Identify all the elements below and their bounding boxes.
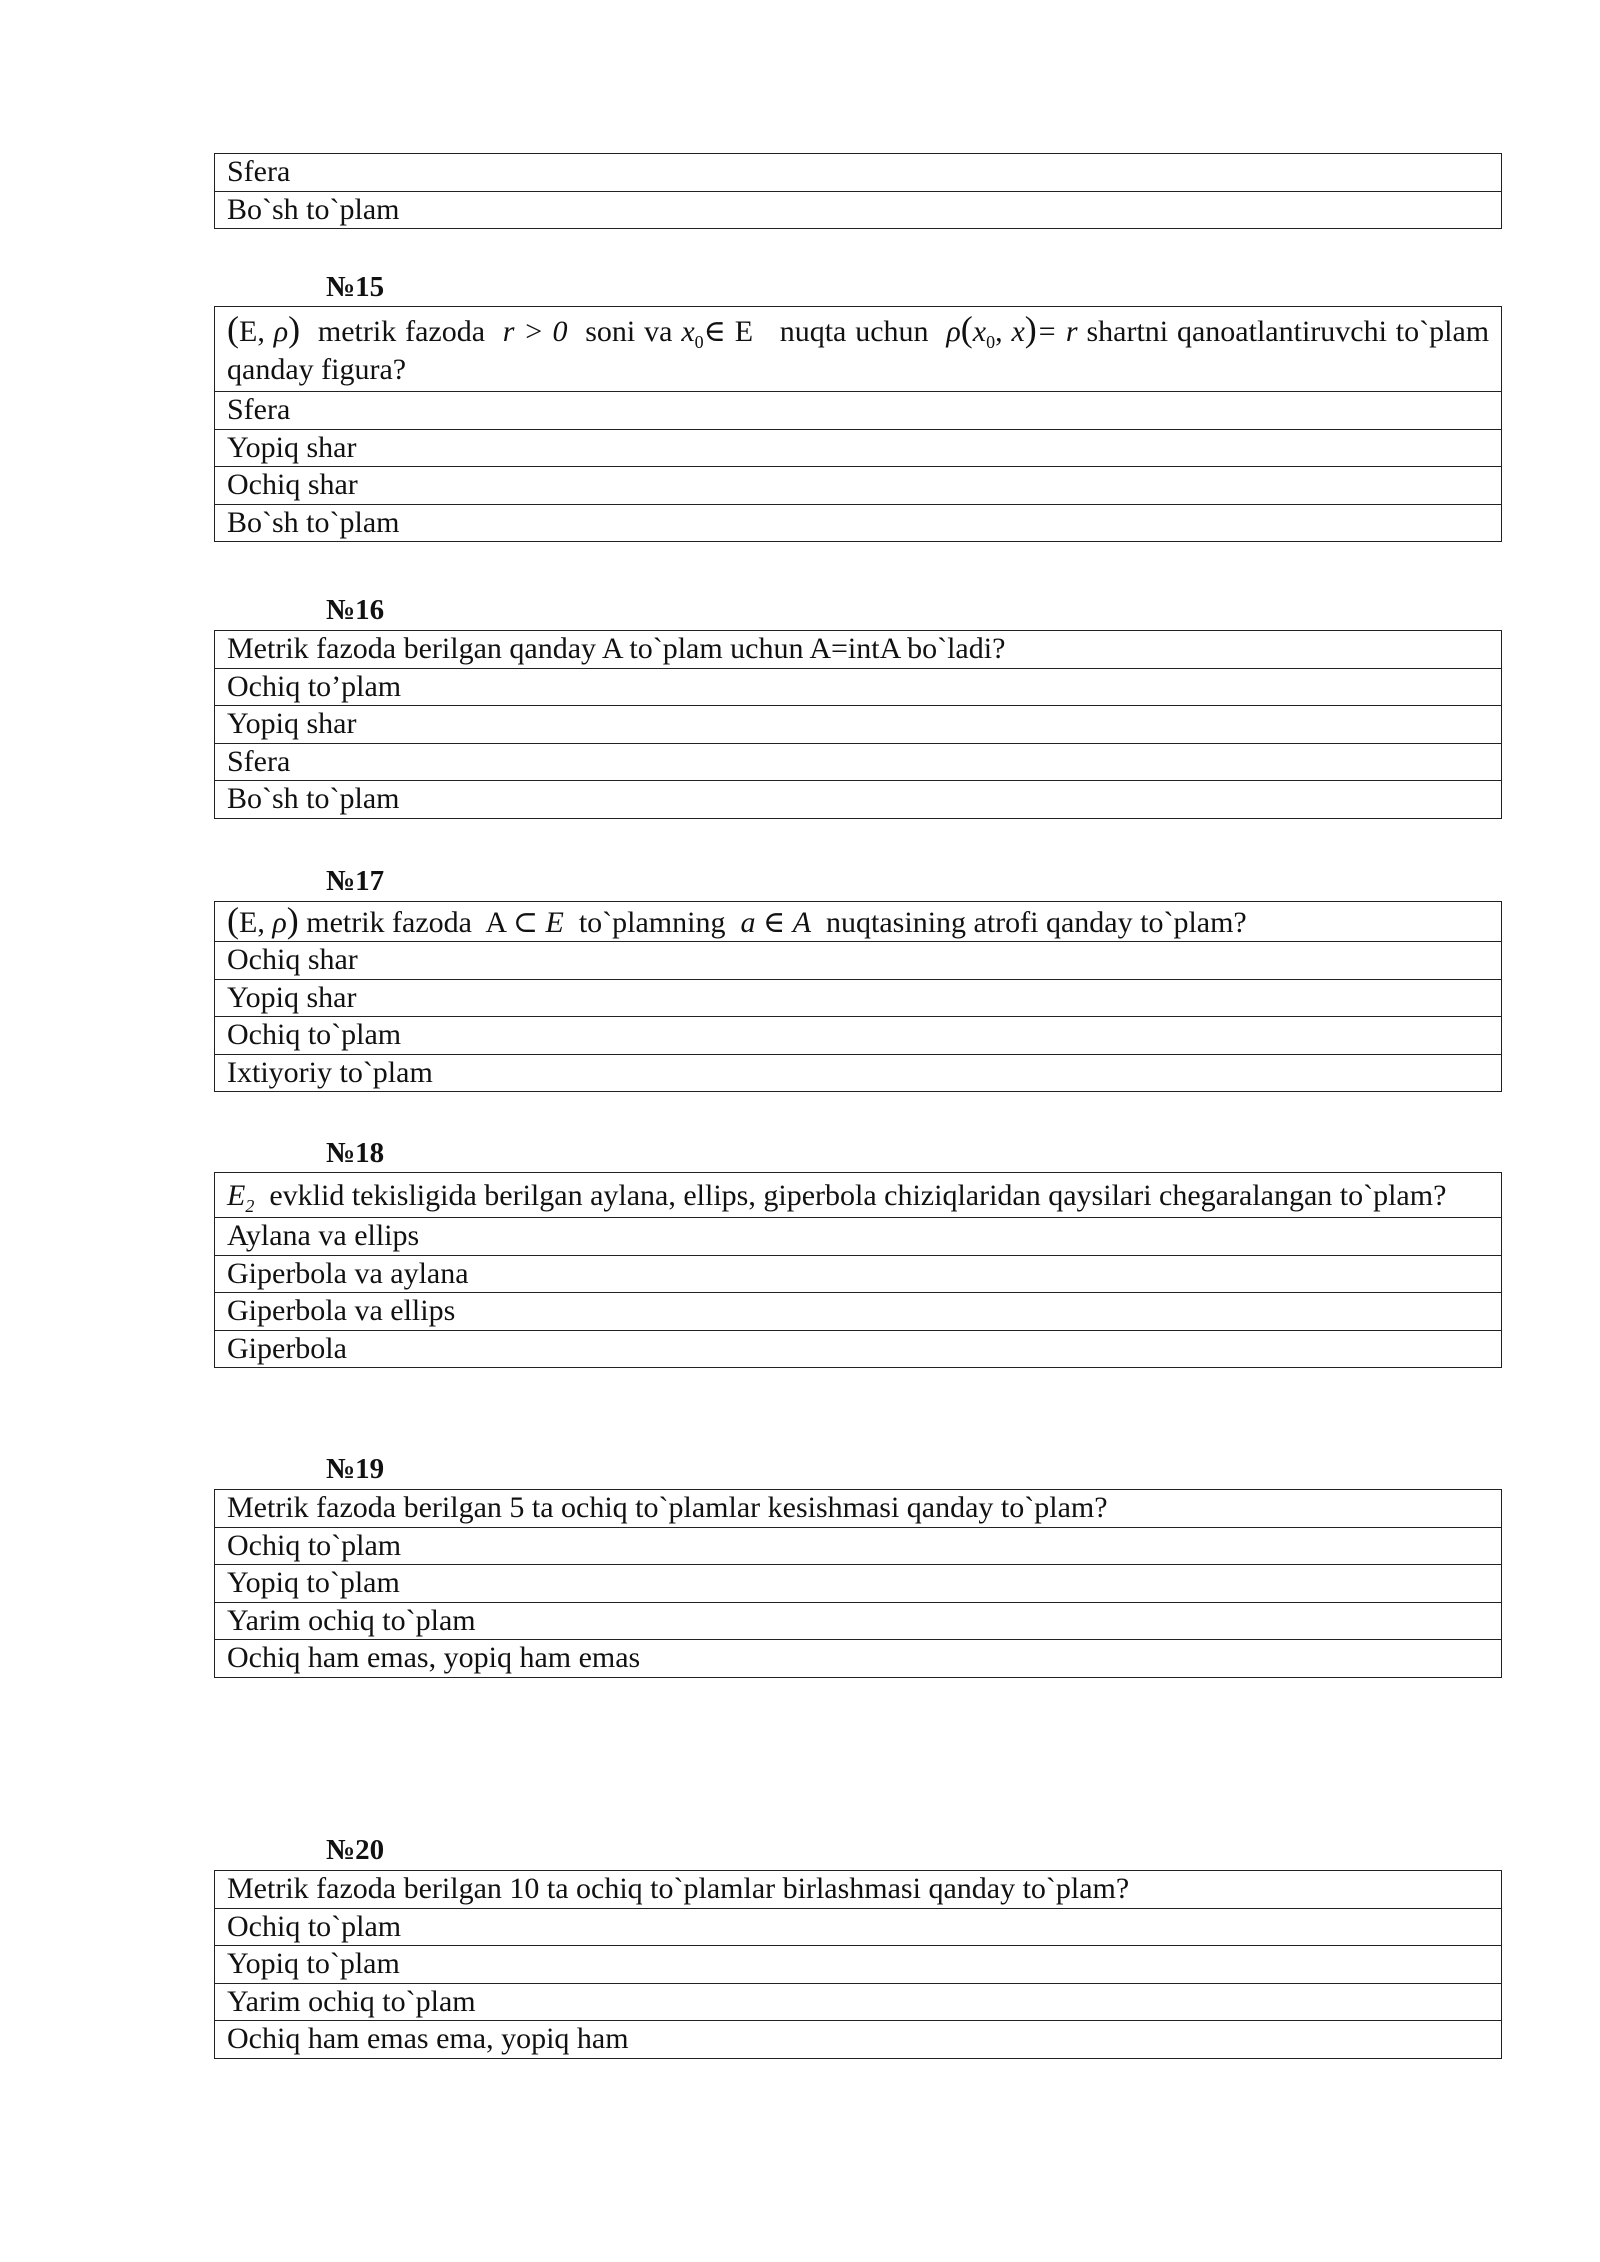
answer-option: Ochiq to’plam [215, 668, 1502, 706]
answer-option: Yopiq to`plam [215, 1565, 1502, 1603]
answer-option: Ochiq to`plam [215, 1527, 1502, 1565]
question-number-17: №17 [326, 865, 385, 897]
question-number-16: №16 [326, 594, 385, 626]
answer-option: Yopiq to`plam [215, 1946, 1502, 1984]
question-table-16 [214, 630, 1502, 819]
question-number-15: №15 [326, 271, 385, 303]
question-number-20: №20 [326, 1834, 385, 1866]
answer-option: Ochiq ham emas, yopiq ham emas [215, 1640, 1502, 1678]
top-answer-table [214, 153, 1502, 229]
answer-option: Yopiq shar [215, 706, 1502, 744]
answer-option: Bo`sh to`plam [215, 781, 1502, 819]
question-text: (E, ρ) metrik fazoda r > 0 soni va $x_0\in$ E nuqta uchun $\rho(x_0$, x)= r shartni qanoatlantiruvchi to`plam qanday figura? [215, 307, 1502, 392]
answer-option: Sfera [215, 743, 1502, 781]
question-text: Metrik fazoda berilgan 5 ta ochiq to`plamlar kesishmasi qanday to`plam? [215, 1490, 1502, 1528]
question-text: Metrik fazoda berilgan qanday A to`plam uchun A=intA bo`ladi? [215, 631, 1502, 669]
question-number-19: №19 [326, 1453, 385, 1485]
answer-option: Yopiq shar [215, 429, 1502, 467]
question-text: (E, ρ) metrik fazoda A ⊂ E to`plamning a ∈ A nuqtasining atrofi qanday to`plam? [215, 902, 1502, 942]
question-number-18: №18 [326, 1137, 385, 1169]
question-table-15 [214, 306, 1502, 542]
answer-option: Sfera [215, 392, 1502, 430]
answer-option: Bo`sh to`plam [215, 191, 1502, 229]
answer-option: Sfera [215, 154, 1502, 192]
answer-option: Yopiq shar [215, 979, 1502, 1017]
answer-option: Giperbola va aylana [215, 1255, 1502, 1293]
answer-option: Bo`sh to`plam [215, 504, 1502, 542]
answer-option: Ochiq to`plam [215, 1017, 1502, 1055]
answer-option: Giperbola va ellips [215, 1293, 1502, 1331]
answer-option: Giperbola [215, 1330, 1502, 1368]
question-table-20 [214, 1870, 1502, 2059]
question-text: $E_2$ evklid tekisligida berilgan aylana, ellips, giperbola chiziqlaridan qaysilari chegaralangan to`plam? [215, 1173, 1502, 1218]
question-table-17 [214, 901, 1502, 1092]
question-table-19 [214, 1489, 1502, 1678]
answer-option: Ochiq shar [215, 942, 1502, 980]
answer-option: Yarim ochiq to`plam [215, 1602, 1502, 1640]
answer-option: Aylana va ellips [215, 1218, 1502, 1256]
answer-option: Yarim ochiq to`plam [215, 1983, 1502, 2021]
question-table-18 [214, 1172, 1502, 1368]
answer-option: Ochiq shar [215, 467, 1502, 505]
answer-option: Ixtiyoriy to`plam [215, 1054, 1502, 1092]
answer-option: Ochiq to`plam [215, 1908, 1502, 1946]
question-text: Metrik fazoda berilgan 10 ta ochiq to`plamlar birlashmasi qanday to`plam? [215, 1871, 1502, 1909]
answer-option: Ochiq ham emas ema, yopiq ham [215, 2021, 1502, 2059]
